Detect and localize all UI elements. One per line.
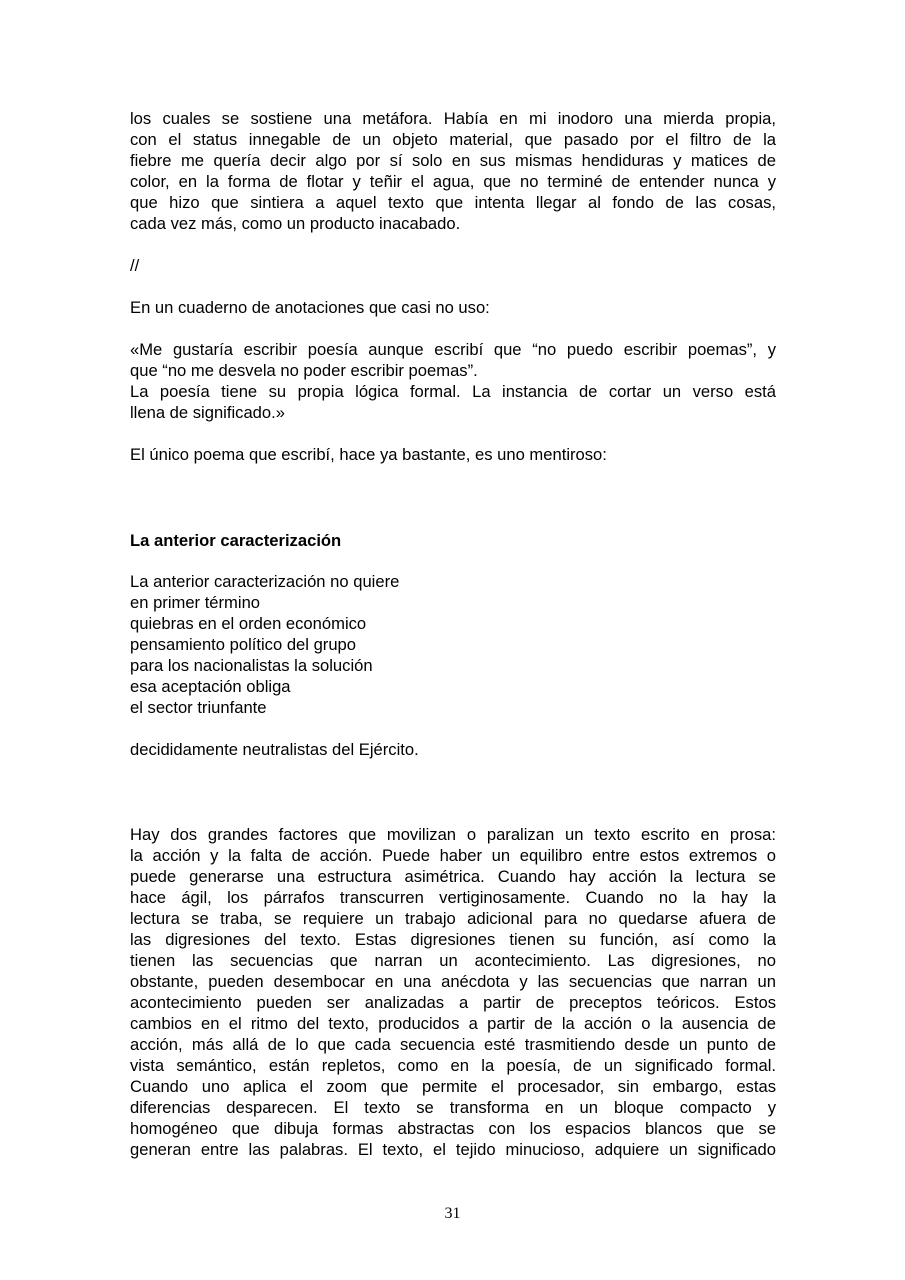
poem-last-line: decididamente neutralistas del Ejército. — [130, 740, 419, 759]
text-line: con el status innegable de un objeto material, que pasado por el filtro de la — [130, 130, 776, 149]
poem-line: para los nacionalistas la solución — [130, 656, 373, 675]
text-line: La poesía tiene su propia lógica formal. La instancia de cortar un verso está — [130, 382, 776, 401]
paragraph-2 — [130, 824, 776, 1160]
text-line: acción, más allá de lo que cada secuencia esté trasmitiendo desde un punto de — [130, 1035, 776, 1054]
poem-line: La anterior caracterización no quiere — [130, 572, 400, 591]
poem — [130, 571, 776, 718]
text-line: puede generarse una estructura asimétrica. Cuando hay acción la lectura se — [130, 867, 776, 886]
text-line: homogéneo que dibuja formas abstractas con los espacios blancos que se — [130, 1119, 776, 1138]
text-line: Hay dos grandes factores que movilizan o paralizan un texto escrito en prosa: — [130, 825, 776, 844]
text-line: que hizo que sintiera a aquel texto que intenta llegar al fondo de las cosas, — [130, 193, 776, 212]
poem-line: en primer término — [130, 593, 261, 612]
text-line: diferencias desparecen. El texto se transforma en un bloque compacto y — [130, 1098, 776, 1117]
text-line: los cuales se sostiene una metáfora. Había en mi inodoro una mierda propia, — [130, 109, 776, 128]
poem-line: esa aceptación obliga — [130, 677, 291, 696]
text-line: cambios en el ritmo del texto, producidos a partir de la acción o la ausencia de — [130, 1014, 776, 1033]
paragraph-1 — [130, 108, 776, 234]
text-line: acontecimiento pueden ser analizadas a partir de preceptos teóricos. Estos — [130, 993, 776, 1012]
text-line: llena de significado.» — [130, 403, 285, 422]
poem-line: quiebras en el orden económico — [130, 614, 367, 633]
text-line: vista semántico, están repletos, como en la poesía, de un significado formal. — [130, 1056, 776, 1075]
poem-intro: El único poema que escribí, hace ya bastante, es uno mentiroso: — [130, 445, 607, 464]
poem-title: La anterior caracterización — [130, 531, 342, 550]
text-line: tienen las secuencias que narran un acontecimiento. Las digresiones, no — [130, 951, 776, 970]
quote-block — [130, 339, 776, 423]
text-line: cada vez más, como un producto inacabado. — [130, 214, 461, 233]
text-line: generan entre las palabras. El texto, el tejido minucioso, adquiere un significado — [130, 1140, 776, 1159]
text-line: fiebre me quería decir algo por sí solo en sus mismas hendiduras y matices de — [130, 151, 776, 170]
notebook-intro: En un cuaderno de anotaciones que casi no uso: — [130, 298, 490, 317]
text-line: obstante, pueden desembocar en una anécdota y las secuencias que narran un — [130, 972, 776, 991]
text-line: las digresiones del texto. Estas digresiones tienen su función, así como la — [130, 930, 776, 949]
text-line: «Me gustaría escribir poesía aunque escribí que “no puedo escribir poemas”, y — [130, 340, 776, 359]
text-line: Cuando uno aplica el zoom que permite el procesador, sin embargo, estas — [130, 1077, 776, 1096]
page-number: 31 — [444, 1205, 461, 1222]
text-line: hace ágil, los párrafos transcurren vertiginosamente. Cuando no la hay la — [130, 888, 776, 907]
text-line: color, en la forma de flotar y teñir el agua, que no terminé de entender nunca y — [130, 172, 776, 191]
section-separator: // — [130, 256, 140, 275]
poem-line: el sector triunfante — [130, 698, 267, 717]
poem-line: pensamiento político del grupo — [130, 635, 357, 654]
text-line: que “no me desvela no poder escribir poemas”. — [130, 361, 478, 380]
text-line: la acción y la falta de acción. Puede haber un equilibro entre estos extremos o — [130, 846, 776, 865]
text-line: lectura se traba, se requiere un trabajo adicional para no quedarse afuera de — [130, 909, 776, 928]
